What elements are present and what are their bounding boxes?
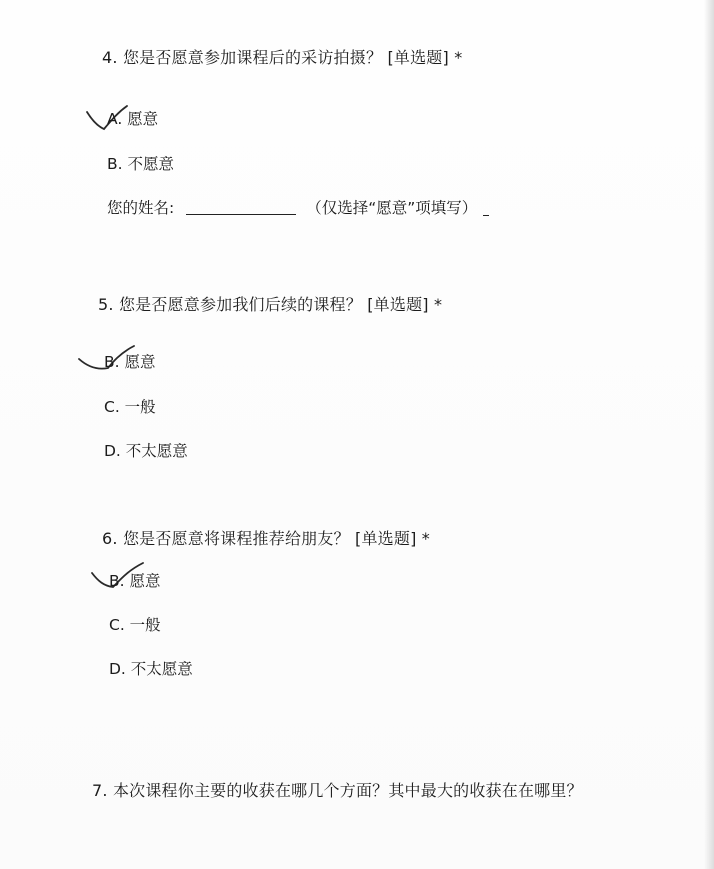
option-4-b[interactable]: B. 不愿意 <box>107 155 174 173</box>
option-6-b[interactable]: B. 愿意 <box>109 572 161 590</box>
question-6-title: 6. 您是否愿意将课程推荐给朋友？ [单选题] * <box>102 529 431 548</box>
name-field-row <box>107 196 489 218</box>
option-4-a[interactable]: A. 愿意 <box>107 110 159 128</box>
page-edge-shadow <box>704 0 714 869</box>
option-5-b[interactable]: B. 愿意 <box>104 353 156 371</box>
question-5-title: 5. 您是否愿意参加我们后续的课程？ [单选题] * <box>98 295 443 314</box>
trailing-underline <box>483 215 489 216</box>
option-5-d[interactable]: D. 不太愿意 <box>104 442 188 460</box>
name-field-input[interactable] <box>186 213 296 215</box>
option-6-c[interactable]: C. 一般 <box>109 616 161 634</box>
option-6-d[interactable]: D. 不太愿意 <box>109 660 193 678</box>
question-7-title: 7. 本次课程你主要的收获在哪几个方面？其中最大的收获在在哪里？ <box>92 781 583 800</box>
option-5-c[interactable]: C. 一般 <box>104 398 156 416</box>
question-4-title: 4. 您是否愿意参加课程后的采访拍摄？ [单选题] * <box>102 48 463 67</box>
name-field-note: （仅选择“愿意”项填写） <box>306 199 478 217</box>
name-field-label: 您的姓名: <box>107 199 175 217</box>
